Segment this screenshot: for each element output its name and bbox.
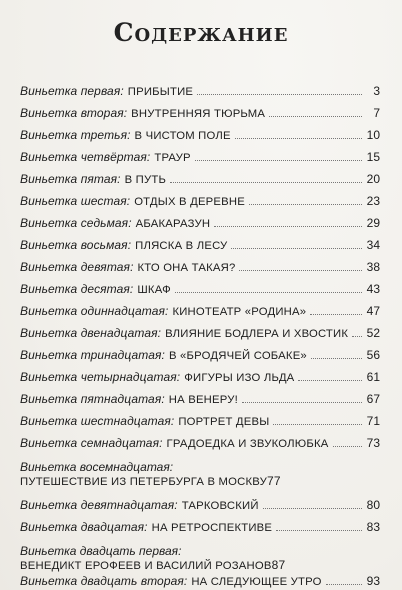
entry-line	[20, 260, 380, 275]
entry-label: Виньетка девятнадцатая:	[20, 498, 178, 512]
entry-line	[20, 326, 380, 341]
toc-entry[interactable]	[20, 498, 380, 512]
dot-leader	[235, 138, 362, 139]
entry-label: Виньетка двадцать первая:	[20, 544, 182, 558]
toc-entry[interactable]	[20, 326, 380, 340]
entry-page-number: 38	[366, 260, 380, 274]
toc-entry[interactable]	[20, 150, 380, 164]
entry-line	[20, 498, 380, 513]
entry-page-number: 7	[373, 106, 380, 120]
entry-label: Виньетка восьмая:	[20, 238, 132, 252]
entry-page-number: 47	[366, 304, 380, 318]
entry-line	[20, 520, 380, 535]
entry-line	[20, 414, 380, 429]
entry-line	[20, 172, 380, 187]
toc-entry[interactable]	[20, 370, 380, 384]
entry-title: КТО ОНА ТАКАЯ?	[137, 262, 236, 274]
dot-leader	[249, 204, 362, 205]
entry-label: Виньетка двенадцатая:	[20, 326, 162, 340]
dot-leader	[231, 248, 362, 249]
entry-page-number: 83	[366, 520, 380, 534]
entry-title: КИНОТЕАТР «РОДИНА»	[172, 306, 307, 318]
entry-label: Виньетка семнадцатая:	[20, 436, 163, 450]
toc-entry[interactable]	[20, 304, 380, 318]
toc-entry[interactable]	[20, 106, 380, 120]
entry-page-number: 43	[366, 282, 380, 296]
entry-page-number: 71	[366, 414, 380, 428]
entry-page-number: 61	[366, 370, 380, 384]
toc-entry[interactable]	[20, 348, 380, 362]
entry-line	[20, 436, 380, 451]
dot-leader	[333, 446, 362, 447]
entry-page-number: 15	[366, 150, 380, 164]
entry-line	[20, 474, 380, 488]
entry-page-number: 67	[366, 392, 380, 406]
entry-line	[20, 348, 380, 363]
dot-leader	[352, 336, 362, 337]
entry-line	[20, 304, 380, 319]
dot-leader	[298, 380, 362, 381]
entry-title: ШКАФ	[137, 284, 171, 296]
toc-entry[interactable]	[20, 84, 380, 98]
dot-leader	[195, 160, 362, 161]
entry-page-number: 34	[366, 238, 380, 252]
dot-leader	[273, 424, 362, 425]
toc-entry[interactable]	[20, 436, 380, 450]
entry-title: ПЛЯСКА В ЛЕСУ	[135, 240, 228, 252]
entry-line	[20, 392, 380, 407]
dot-leader	[276, 530, 362, 531]
toc-entry[interactable]	[20, 282, 380, 296]
entry-title: В ПУТЬ	[124, 174, 167, 186]
entry-label: Виньетка девятая:	[20, 260, 134, 274]
toc-entry[interactable]	[20, 128, 380, 142]
entry-page-number: 23	[366, 194, 380, 208]
entry-title: АБАКАРАЗУН	[135, 218, 211, 230]
entry-line	[20, 282, 380, 297]
entry-page-number: 93	[366, 574, 380, 588]
entry-label: Виньетка первая:	[20, 84, 124, 98]
entry-label: Виньетка шестая:	[20, 194, 131, 208]
entry-page-number: 52	[366, 326, 380, 340]
entry-title: ВЛИЯНИЕ БОДЛЕРА И ХВОСТИК	[165, 328, 349, 340]
dot-leader	[239, 270, 362, 271]
toc-entry[interactable]	[20, 392, 380, 406]
entry-label: Виньетка двадцать вторая:	[20, 574, 188, 588]
entry-page-number: 73	[366, 436, 380, 450]
entry-label: Виньетка шестнадцатая:	[20, 414, 175, 428]
entry-line	[20, 150, 380, 165]
entry-page-number: 29	[366, 216, 380, 230]
dot-leader	[197, 94, 362, 95]
entry-label: Виньетка седьмая:	[20, 216, 132, 230]
entry-title: ТРАУР	[154, 152, 191, 164]
entry-line	[20, 574, 380, 589]
entry-title: ТАРКОВСКИЙ	[181, 500, 259, 512]
entry-title: ВНУТРЕННЯЯ ТЮРЬМА	[131, 108, 266, 120]
entry-title: ГРАДОЕДКА И ЗВУКОЛЮБКА	[166, 438, 329, 450]
entry-label: Виньетка одиннадцатая:	[20, 304, 169, 318]
toc-entry[interactable]	[20, 260, 380, 274]
entry-line	[20, 106, 380, 121]
dot-leader	[170, 182, 362, 183]
dot-leader	[311, 358, 362, 359]
entry-title: ВЕНЕДИКТ ЕРОФЕЕВ И ВАСИЛИЙ РОЗАНОВ	[20, 560, 272, 572]
toc-entry[interactable]	[20, 460, 380, 488]
page-title: Содержание	[113, 18, 289, 47]
entry-title: НА ВЕНЕРУ!	[168, 394, 238, 406]
dot-leader	[242, 402, 362, 403]
entry-page-number: 3	[373, 84, 380, 98]
dot-leader	[263, 508, 362, 509]
entry-title: В «БРОДЯЧЕЙ СОБАКЕ»	[168, 350, 307, 362]
toc-entry[interactable]	[20, 216, 380, 230]
entry-label: Виньетка четвёртая:	[20, 150, 151, 164]
entry-title: ПУТЕШЕСТВИЕ ИЗ ПЕТЕРБУРГА В МОСКВУ	[20, 476, 267, 488]
entry-title: ПОРТРЕТ ДЕВЫ	[178, 416, 270, 428]
toc-entry[interactable]	[20, 520, 380, 534]
entry-title: ФИГУРЫ ИЗО ЛЬДА	[184, 372, 295, 384]
entry-title: В ЧИСТОМ ПОЛЕ	[134, 130, 231, 142]
toc-entry[interactable]	[20, 414, 380, 428]
entry-page-number: 10	[366, 128, 380, 142]
dot-leader	[214, 226, 362, 227]
entry-label: Виньетка пятая:	[20, 172, 121, 186]
entry-label: Виньетка восемнадцатая:	[20, 460, 174, 474]
entry-label: Виньетка тринадцатая:	[20, 348, 165, 362]
toc-entry[interactable]	[20, 238, 380, 252]
entry-label: Виньетка вторая:	[20, 106, 128, 120]
dot-leader	[310, 314, 362, 315]
entry-page-number: 77	[267, 474, 281, 488]
entry-label: Виньетка четырнадцатая:	[20, 370, 181, 384]
entry-label: Виньетка двадцатая:	[20, 520, 148, 534]
toc-entry[interactable]	[20, 544, 380, 572]
entry-line	[20, 238, 380, 253]
dot-leader	[269, 116, 362, 117]
entry-line	[20, 558, 380, 572]
entry-page-number: 87	[271, 558, 286, 572]
entry-line	[20, 216, 380, 231]
entry-line	[20, 370, 380, 385]
dot-leader	[326, 584, 362, 585]
toc-entry[interactable]	[20, 194, 380, 208]
toc-entry[interactable]	[20, 574, 380, 588]
entry-label: Виньетка пятнадцатая:	[20, 392, 165, 406]
toc-entry[interactable]	[20, 172, 380, 186]
entry-title: НА РЕТРОСПЕКТИВЕ	[151, 522, 273, 534]
entry-line	[20, 128, 380, 143]
entry-page-number: 20	[366, 172, 380, 186]
entry-title: ОТДЫХ В ДЕРЕВНЕ	[134, 196, 245, 208]
entry-page-number: 56	[366, 348, 380, 362]
entry-line	[20, 194, 380, 209]
entry-title: ПРИБЫТИЕ	[127, 86, 194, 98]
entry-page-number: 80	[366, 498, 380, 512]
dot-leader	[175, 292, 362, 293]
entry-label: Виньетка десятая:	[20, 282, 134, 296]
entry-label: Виньетка третья:	[20, 128, 131, 142]
entry-title: НА СЛЕДУЮЩЕЕ УТРО	[191, 576, 322, 588]
entry-line	[20, 84, 380, 99]
